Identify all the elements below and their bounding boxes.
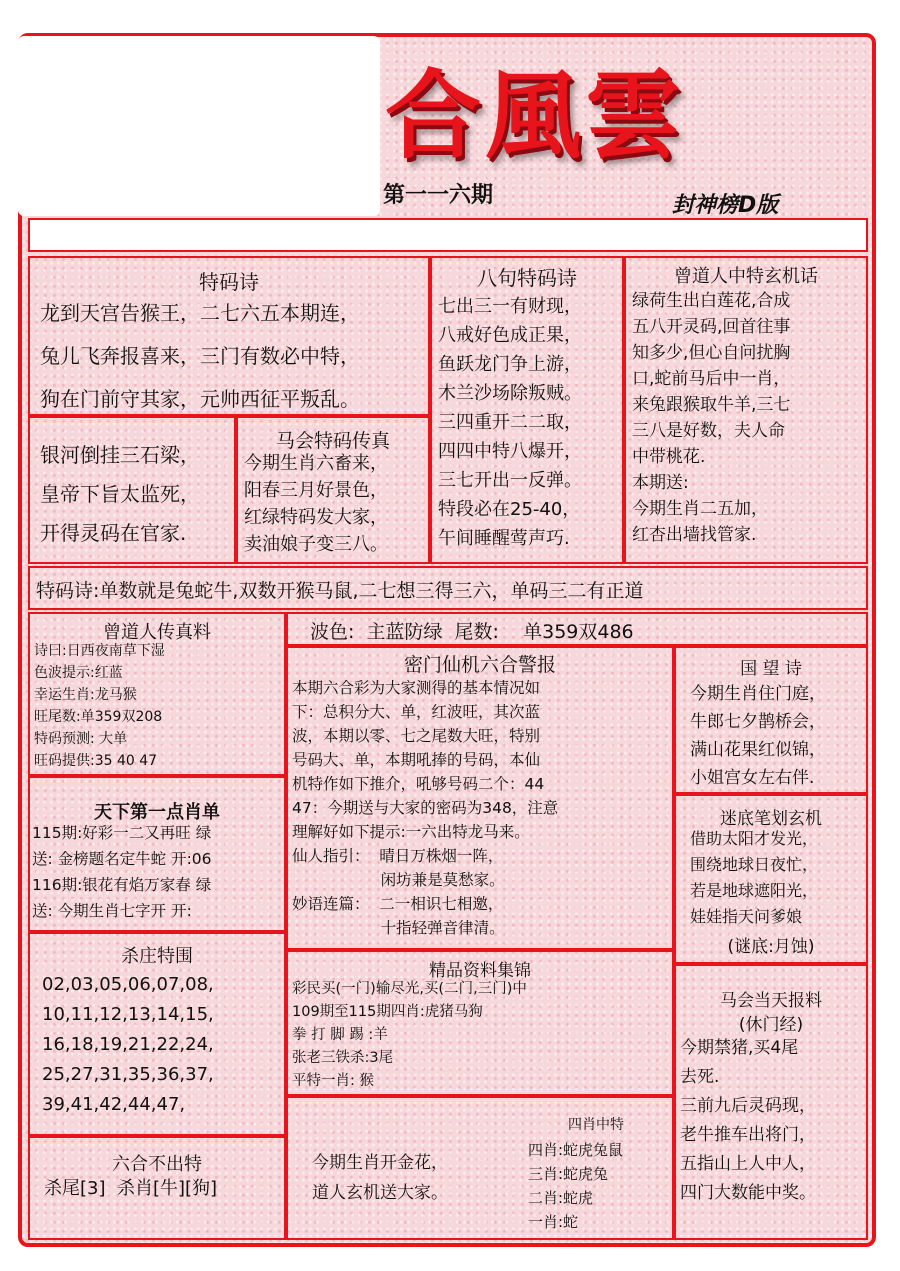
blank-logo-area [18, 36, 380, 216]
poem1-title: 特码诗 [199, 270, 259, 294]
mahui-subtitle: (休门经) [738, 1015, 804, 1035]
sixiao-lines: 四肖:蛇虎兔鼠 三肖:蛇虎兔 二肖:蛇虎 一肖:蛇 [528, 1141, 624, 1231]
logo-title: 合風雲 [385, 59, 685, 172]
blank-bar [28, 218, 868, 252]
tianxia-lines: 115期:好彩一二又再旺 绿 送: 金榜题名定牛蛇 开:06 116期:银花有焰万家春 绿 送: 今期生肖七字开 开: [32, 824, 212, 920]
jingpin-title: 精品资料集锦 [429, 961, 531, 981]
poem5-title: 马会特码传真 [275, 430, 390, 452]
poem3-lines: 绿荷生出白莲花,合成 五八开灵码,回首往事 知多少,但心自问扰胸 口,蛇前马后中一肖， 来兔跟猴取牛羊,三七 三八是好数，夫人命 中带桃花. 本期送: 今期生肖二五加， 红杏出墙找管家. [632, 291, 791, 545]
tianxia-title: 天下第一点肖单 [94, 802, 220, 823]
poem3-title: 曾道人中特玄机话 [674, 266, 818, 287]
midi-lines: 借助太阳才发光， 围绕地球日夜忙， 若是地球遮阳光， 娃娃指天问爹娘 [690, 829, 819, 926]
mimen-title: 密门仙机六合警报 [403, 654, 556, 676]
guowang-title: 国 望 诗 [740, 659, 802, 679]
shazhuang-lines: 02,03,05,06,07,08, 10,11,12,13,14,15, 16,18,19,21,22,24, 25,27,31,35,36,37, 39,41,42,44,47, [42, 974, 214, 1115]
poem4-lines: 银河倒挂三石梁， 皇帝下旨太监死， 开得灵码在官家. [40, 443, 200, 545]
sixiao-title: 四肖中特 [568, 1117, 624, 1133]
shazhuang-title: 杀庄特围 [121, 946, 193, 967]
poem1-lines: 龙到天宫告猴王，二七六五本期连， 兔儿飞奔报喜来，三门有数必中特， 狗在门前守其家，元帅西征平叛乱。 [40, 301, 360, 411]
jingpin-lines: 彩民买(一门)输尽光,买(二门,三门)中 109期至115期四肖:虎猪马狗 拳 打 脚 踢 :羊 张老三铁杀:3尾 平特一肖: 猴 [292, 981, 527, 1089]
liuhe-text: 杀尾[3] 杀肖[牛][狗] [44, 1178, 218, 1199]
poem2-lines: 七出三一有财现， 八戒好色成正果， 鱼跃龙门争上游， 木兰沙场除叛贼。 三四重开二二取， 四四中特八爆开， 三七开出一反弹。 特段必在25-40， 午间睡醒莺声巧. [438, 296, 582, 549]
banner-text: 特码诗:单数就是兔蛇牛,双数开猴马鼠,二七想三得三六，单码三二有正道 [36, 580, 644, 602]
midi-answer: (谜底:月蚀) [727, 937, 815, 957]
mahui-lines: 今期禁猪,买4尾 去死. 三前九后灵码现， 老牛推车出将门， 五指山上人中人， 四门大数能中奖。 [680, 1038, 816, 1203]
poem2-title: 八句特码诗 [477, 266, 577, 290]
edition-label: 封神榜D版 [672, 193, 779, 218]
bose-text: 波色: 主蓝防绿 尾数: 单359双486 [310, 621, 634, 643]
issue-number: 第一一六期 [383, 183, 494, 208]
zengdao-title: 曾道人传真料 [103, 622, 211, 643]
shengxiao-lines: 今期生肖开金花， 道人玄机送大家。 [312, 1153, 448, 1203]
mahui-title: 马会当天报料 [720, 991, 822, 1011]
midi-title: 迷底笔划玄机 [720, 809, 822, 829]
mimen-lines: 本期六合彩为大家测得的基本情况如 下：总积分大、单，红波旺，其次蓝 波，本期以零、七之尾数大旺，特别 号码大、单，本期吼捧的号码，本仙 机特作如下推介，吼够号码二个：44 47：今期送与大家的密码为348，注意 理解好如下提示:一六出特龙马来。 仙人指引： 晴日万株烟一阵， 闲坊兼是莫愁家。 妙语连篇： 二一相识七相邀， 十指轻弹音律清。 [292, 679, 559, 937]
zengdao-lines: 诗曰:日西夜南草下湿 色波提示:红蓝 幸运生肖:龙马猴 旺尾数:单359双208 特码预测: 大单 旺码提供:35 40 47 [34, 643, 165, 769]
liuhe-title: 六合不出特 [112, 1154, 202, 1175]
poem5-lines: 今期生肖六畜来， 阳春三月好景色， 红绿特码发大家， 卖油娘子变三八。 [244, 453, 388, 555]
guowang-lines: 今期生肖住门庭， 牛郎七夕鹊桥会， 满山花果红似锦， 小姐宫女左右伴. [690, 684, 826, 788]
